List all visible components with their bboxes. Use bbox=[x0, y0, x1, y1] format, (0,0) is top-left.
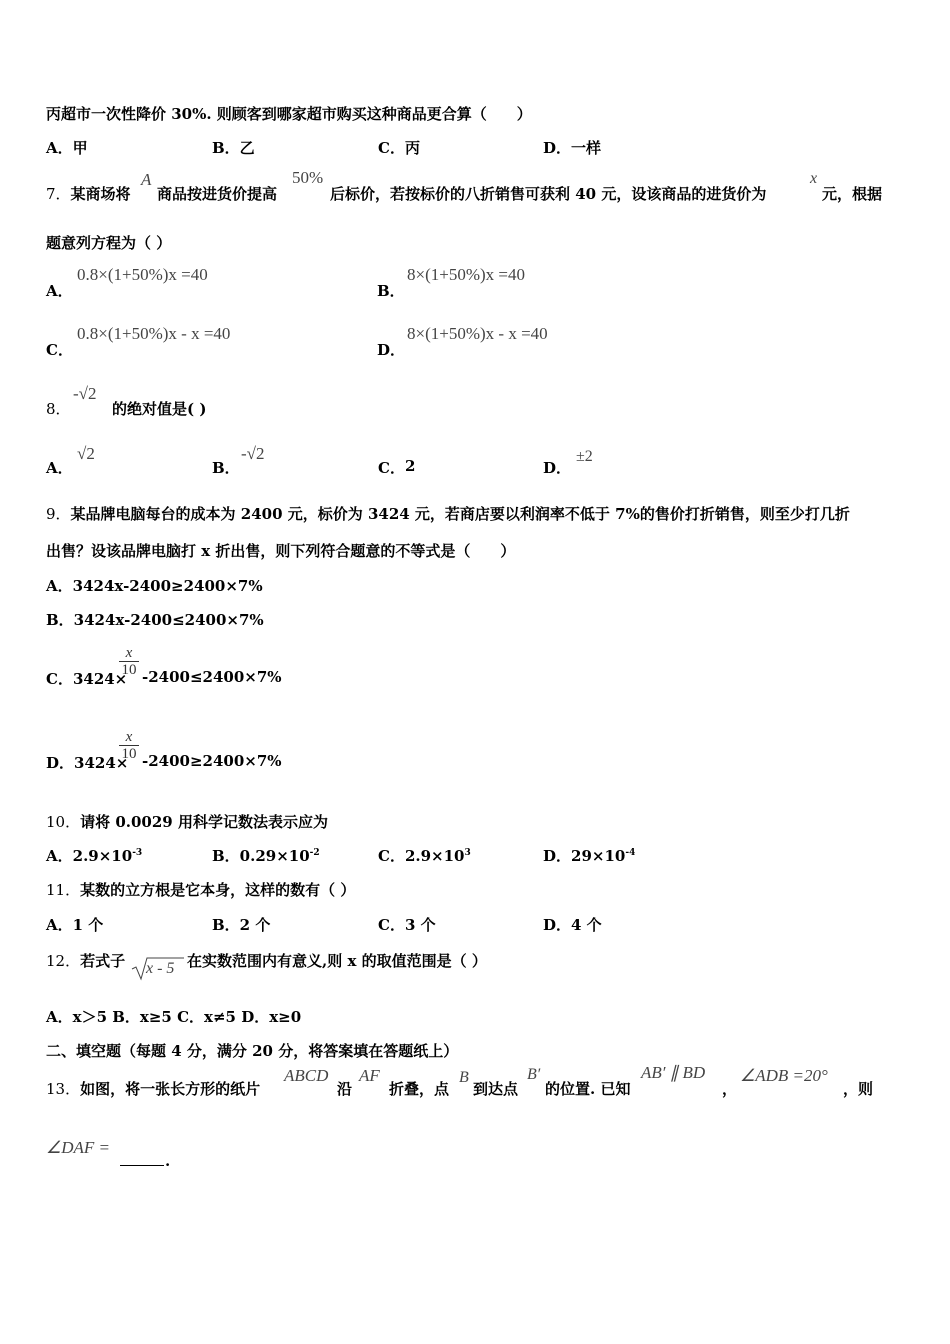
q8-option-b-expr: -√2 bbox=[241, 444, 265, 463]
q9-option-c-pre: C．3424× bbox=[46, 670, 128, 688]
q7-option-d-expr: 8×(1+50%)x - x =40 bbox=[407, 324, 548, 343]
q6-option-b: B．乙 bbox=[212, 139, 255, 157]
q7-option-b-label: B． bbox=[377, 282, 405, 300]
q6-option-d: D．一样 bbox=[543, 139, 602, 157]
q12-stem-pre: 12．若式子 bbox=[46, 952, 126, 970]
q7-var-x: x bbox=[810, 170, 818, 187]
q9-option-c-fraction: x 10 bbox=[119, 645, 139, 678]
q13-m5: AB′ ∥ BD bbox=[641, 1063, 706, 1082]
q8-option-d-label: D． bbox=[543, 459, 572, 477]
q9-option-d-pre: D．3424× bbox=[46, 754, 129, 772]
q13-stem-pre: 13．如图，将一张长方形的纸片 bbox=[46, 1080, 261, 1098]
q13-t3: 折叠，点 bbox=[389, 1080, 450, 1098]
q9-option-c-post: -2400≤2400×7% bbox=[142, 668, 282, 686]
q8-option-a-label: A． bbox=[46, 459, 73, 477]
q7-var-a: A bbox=[141, 170, 152, 189]
q8-expr: -√2 bbox=[73, 384, 97, 403]
q13-m6: ∠ADB =20° bbox=[740, 1066, 828, 1085]
q13-t2: 沿 bbox=[337, 1080, 353, 1098]
q7-stem bbox=[46, 183, 131, 204]
q10-option-c: C．$2.9\times 10^3$ bbox=[378, 847, 471, 865]
q12-options: A．x＞5 B．x≥5 C．x≠5 D．x≥0 bbox=[46, 1008, 302, 1026]
q7-option-d-label: D． bbox=[377, 341, 406, 359]
q7-text2: 商品按进货价提高 bbox=[157, 185, 278, 203]
q13-m4: B′ bbox=[527, 1066, 541, 1083]
q13-m3: B bbox=[459, 1069, 469, 1086]
q7-text4: 元，根据 bbox=[822, 185, 883, 203]
q7-option-a-expr: 0.8×(1+50%)x =40 bbox=[77, 265, 208, 284]
q9-option-b: B．3424x-2400≤2400×7% bbox=[46, 611, 264, 629]
q13-end: . bbox=[165, 1152, 171, 1170]
q9-line1: 9．某品牌电脑每台的成本为 2400 元，标价为 3424 元，若商店要以利润率不低于 7%的售价打折销售，则至少打几折 bbox=[46, 505, 850, 523]
q8-number: 8． bbox=[46, 400, 71, 418]
q10-option-a: A．$2.9\times 10^{-3}$ bbox=[46, 847, 143, 865]
q8-option-d-expr: ±2 bbox=[576, 448, 593, 465]
q12-text2: 在实数范围内有意义,则 x 的取值范围是（ ） bbox=[187, 952, 487, 970]
q9-option-d-post: -2400≥2400×7% bbox=[142, 752, 282, 770]
q9-line2: 出售？设该品牌电脑打 x 折出售，则下列符合题意的不等式是（ ） bbox=[46, 542, 516, 560]
q8-option-c-label: C． bbox=[378, 459, 405, 477]
q6-option-c: C．丙 bbox=[378, 139, 420, 157]
q8-option-a-expr: √2 bbox=[77, 444, 95, 463]
q11-option-c: C．3 个 bbox=[378, 916, 436, 934]
q9-option-d-fraction: x 10 bbox=[119, 729, 139, 762]
q10-option-b: B．$0.29\times 10^{-2}$ bbox=[212, 847, 320, 865]
q7-option-c-expr: 0.8×(1+50%)x - x =40 bbox=[77, 324, 231, 343]
q8-option-c-expr: 2 bbox=[405, 457, 416, 475]
section-2-heading: 二、填空题（每题 4 分，满分 20 分，将答案填在答题纸上） bbox=[46, 1042, 459, 1060]
q13-t6: ， bbox=[722, 1080, 738, 1098]
q7-option-c-label: C． bbox=[46, 341, 73, 359]
q7-text3: 后标价，若按标价的八折销售可获利 40 元，设该商品的进货价为 bbox=[330, 185, 767, 203]
q7-percent: 50% bbox=[292, 168, 324, 187]
q7-line2: 题意列方程为（ ） bbox=[46, 234, 172, 252]
q11-option-d: D．4 个 bbox=[543, 916, 602, 934]
q13-t7: ，则 bbox=[843, 1080, 874, 1098]
q10-option-d: D．$29\times 10^{-4}$ bbox=[543, 847, 636, 865]
q8-option-b-label: B． bbox=[212, 459, 240, 477]
q13-m1: ABCD bbox=[284, 1066, 329, 1085]
q7-option-a-label: A． bbox=[46, 282, 73, 300]
q6-tail-text: 丙超市一次性降价 30%. 则顾客到哪家超市购买这种商品更合算（ ） bbox=[46, 105, 532, 123]
q13-m7: ∠DAF = bbox=[46, 1138, 111, 1157]
q8-text: 的绝对值是( ) bbox=[112, 400, 207, 418]
q11-stem: 11．某数的立方根是它本身，这样的数有（ ） bbox=[46, 881, 356, 899]
q13-m2: AF bbox=[359, 1066, 380, 1085]
q12-radicand: x - 5 bbox=[146, 960, 175, 977]
q7-option-b-expr: 8×(1+50%)x =40 bbox=[407, 265, 525, 284]
q7-number: 7． bbox=[46, 185, 71, 203]
q13-t5: 的位置. 已知 bbox=[545, 1080, 631, 1098]
q13-answer-blank[interactable] bbox=[120, 1165, 164, 1166]
q11-option-b: B．2 个 bbox=[212, 916, 271, 934]
q9-option-a: A．3424x-2400≥2400×7% bbox=[46, 577, 263, 595]
q7-text1: 某商场将 bbox=[70, 185, 131, 203]
q11-option-a: A．1 个 bbox=[46, 916, 104, 934]
q10-stem: 10．请将 0.0029 用科学记数法表示应为 bbox=[46, 813, 328, 831]
q6-option-a: A．甲 bbox=[46, 139, 88, 157]
q13-t4: 到达点 bbox=[473, 1080, 519, 1098]
